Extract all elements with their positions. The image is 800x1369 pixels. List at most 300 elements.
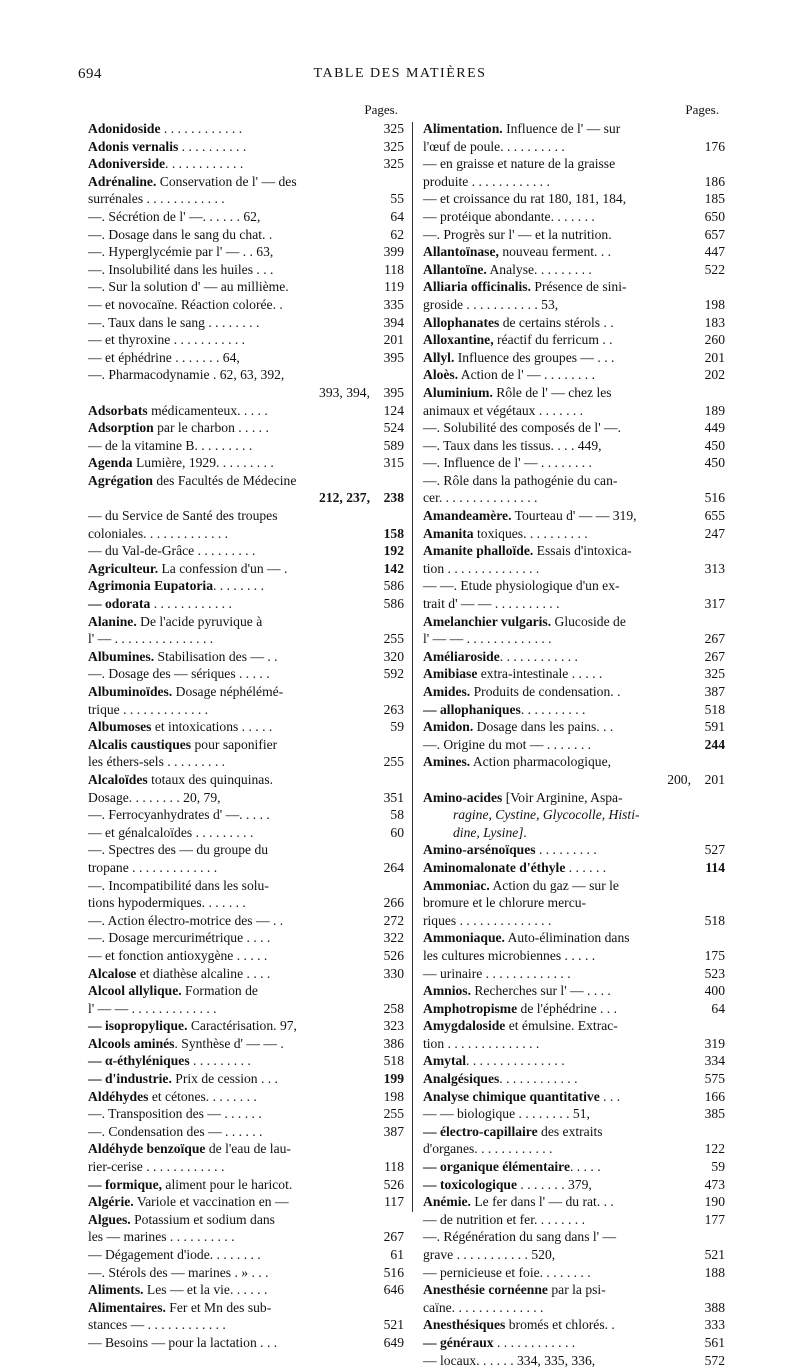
index-headword: — allophaniques [423, 701, 521, 717]
page-reference: 266 [383, 895, 404, 911]
page-reference: 524 [383, 420, 404, 436]
page-reference: 118 [384, 1159, 404, 1175]
index-headword: — formique, [88, 1176, 163, 1192]
index-headword: — odorata [88, 596, 151, 612]
page-reference: 325 [383, 156, 404, 172]
index-entry [423, 701, 725, 719]
index-line [88, 1052, 404, 1070]
page-reference: 60 [390, 824, 404, 840]
index-entry [423, 929, 725, 964]
index-line [423, 1176, 725, 1194]
index-headword: Allyl. [423, 349, 455, 365]
index-text: . . . . . . . 379, [517, 1176, 592, 1192]
index-line [423, 155, 725, 173]
index-text: tion . . . . . . . . . . . . . . [423, 560, 540, 576]
index-line [423, 1000, 725, 1018]
index-line [88, 613, 404, 631]
page-reference: 158 [383, 525, 404, 541]
page-reference: 166 [704, 1088, 725, 1104]
index-text: —. Régénération du sang dans l' — [423, 1229, 617, 1245]
page-reference: 177 [704, 1211, 725, 1227]
page-reference: 199 [383, 1071, 404, 1087]
index-line [88, 1000, 404, 1018]
index-line [423, 841, 725, 859]
index-text: —. Solubilité des composés de l' —. [423, 420, 622, 436]
page-reference: 317 [704, 596, 725, 612]
index-line [423, 701, 725, 719]
index-line [88, 190, 404, 208]
index-text: . . . . . . . . . . . . [165, 156, 244, 172]
index-entry [88, 824, 404, 842]
index-headword: Adsorbats [88, 402, 148, 418]
index-text: —. Progrès sur l' — et la nutrition. [423, 226, 612, 242]
index-line [88, 859, 404, 877]
index-text: trait d' — — . . . . . . . . . . [423, 596, 560, 612]
index-line [88, 1211, 404, 1229]
index-headword: Amino-acides [423, 789, 503, 805]
index-entry [423, 1211, 725, 1229]
page-reference: 450 [704, 455, 725, 471]
index-line [88, 877, 404, 895]
index-line [88, 1281, 404, 1299]
page-reference: 267 [704, 648, 725, 664]
index-entry [88, 1123, 404, 1141]
page-reference: 521 [704, 1247, 725, 1262]
index-text: les — marines . . . . . . . . . . [88, 1229, 235, 1245]
index-line [423, 595, 725, 613]
index-line [423, 560, 725, 578]
index-line [423, 894, 725, 912]
index-entry [88, 243, 404, 261]
left-index-entries [88, 120, 404, 1352]
index-line [88, 208, 404, 226]
index-line [423, 384, 725, 402]
index-entry [88, 419, 404, 437]
index-entry [423, 507, 725, 525]
page-reference: 62 [390, 226, 404, 242]
index-headword: Amines. [423, 754, 471, 770]
index-entry [88, 507, 404, 542]
index-line [423, 824, 725, 842]
index-line [88, 349, 404, 367]
index-line [88, 648, 404, 666]
page-reference: 395 [383, 384, 404, 400]
index-headword: Anesthésie cornéenne [423, 1282, 548, 1298]
index-entry [88, 771, 404, 806]
page-reference: 201 [704, 771, 725, 787]
index-line [423, 349, 725, 367]
page-reference: 325 [383, 138, 404, 154]
page-reference: 320 [383, 648, 404, 664]
index-entry [423, 226, 725, 244]
index-text: . Synthèse d' — — . [174, 1035, 284, 1051]
index-text: trique . . . . . . . . . . . . . [88, 701, 209, 717]
index-line [88, 894, 404, 912]
index-headword: — toxicologique [423, 1176, 518, 1192]
index-line [88, 1316, 404, 1334]
page-reference: 655 [704, 508, 725, 524]
index-text: — Dégagement d'iode. . . . . . . . [88, 1247, 261, 1262]
page-reference: 526 [383, 947, 404, 963]
index-text: —. Incompatibilité dans les solu- [88, 877, 269, 893]
index-line [423, 507, 725, 525]
index-line [88, 806, 404, 824]
page-reference: 400 [704, 983, 725, 999]
index-text: tions hypodermiques. . . . . . . [88, 895, 246, 911]
index-headword: — d'industrie. [88, 1071, 172, 1087]
index-line [423, 314, 725, 332]
index-entry [88, 1140, 404, 1175]
index-line [423, 613, 725, 631]
index-line [423, 489, 725, 507]
index-line [88, 630, 404, 648]
index-text: tropane . . . . . . . . . . . . . [88, 859, 218, 875]
index-line [88, 173, 404, 191]
index-text: Essais d'intoxica- [533, 543, 632, 559]
index-line [423, 472, 725, 490]
index-entry [423, 1088, 725, 1106]
index-entry [423, 1281, 725, 1316]
index-entry [88, 1052, 404, 1070]
index-entry [88, 331, 404, 349]
index-line [423, 1211, 725, 1229]
index-entry [88, 1088, 404, 1106]
index-entry [88, 718, 404, 736]
index-line [423, 877, 725, 895]
index-headword: Alcools aminés [88, 1035, 175, 1051]
index-entry [423, 454, 725, 472]
page-reference: 521 [383, 1317, 404, 1333]
index-entry [423, 542, 725, 577]
index-line [88, 296, 404, 314]
index-text: — du Service de Santé des troupes [88, 508, 278, 524]
page-reference: 575 [704, 1071, 725, 1087]
index-line [88, 1264, 404, 1282]
index-text: —. Dosage dans le sang du chat. . [88, 226, 273, 242]
index-entry [423, 1158, 725, 1176]
index-text: Conservation de l' — des [156, 173, 297, 189]
index-line [423, 1264, 725, 1282]
index-line [423, 331, 725, 349]
index-line [423, 665, 725, 683]
index-headword: — isopropylique. [88, 1018, 188, 1034]
index-headword: Améliaroside [423, 648, 500, 664]
index-entry [88, 912, 404, 930]
index-headword: Amino-arsénoïques [423, 842, 536, 858]
index-line [423, 1228, 725, 1246]
index-entry [88, 648, 404, 666]
index-entry [423, 1052, 725, 1070]
index-entry [423, 366, 725, 384]
index-text: . . . [599, 1088, 621, 1104]
index-entry [423, 1264, 725, 1282]
index-line [88, 560, 404, 578]
index-text: — et thyroxine . . . . . . . . . . . [88, 332, 246, 348]
page-reference: 586 [383, 596, 404, 612]
page-reference: 255 [383, 1106, 404, 1122]
index-text: —. Sur la solution d' — au millième. [88, 279, 289, 295]
right-index-entries [423, 120, 725, 1369]
page-reference: 267 [704, 631, 725, 647]
index-text: toxiques. . . . . . . . . . [473, 525, 588, 541]
page-reference: 59 [711, 1159, 725, 1175]
index-entry [423, 648, 725, 666]
index-entry [423, 1228, 725, 1263]
index-line [423, 1123, 725, 1141]
index-line [88, 419, 404, 437]
index-entry [423, 190, 725, 208]
index-text: — et novocaïne. Réaction colorée. . [88, 296, 283, 312]
index-text: 200, [667, 771, 691, 787]
index-line [423, 736, 725, 754]
index-text: Dosage. . . . . . . . 20, 79, [88, 789, 221, 805]
index-line [88, 472, 404, 490]
page-reference: 183 [704, 314, 725, 330]
index-entry [423, 1000, 725, 1018]
index-line [423, 1334, 725, 1352]
index-entry [88, 806, 404, 824]
page-reference: 267 [383, 1229, 404, 1245]
index-text: surrénales . . . . . . . . . . . . [88, 191, 225, 207]
index-text: — —. Etude physiologique d'un ex- [423, 578, 620, 594]
page-reference: 395 [383, 349, 404, 365]
index-line [88, 384, 404, 402]
index-entry [88, 1017, 404, 1035]
index-text: . . . . . [570, 1159, 601, 1175]
index-line [88, 1017, 404, 1035]
page-reference: 64 [711, 1000, 725, 1016]
page-reference: 351 [383, 789, 404, 805]
index-entry [88, 138, 404, 156]
index-line [88, 736, 404, 754]
index-text: Action de l' — . . . . . . . . [458, 367, 595, 383]
index-line [88, 683, 404, 701]
index-text: de l'éphédrine . . . [517, 1000, 617, 1016]
index-text: — et fonction antioxygène . . . . . [88, 947, 268, 963]
index-line [88, 929, 404, 947]
index-headword: Ammoniac. [423, 877, 490, 893]
page-reference: 447 [704, 244, 725, 260]
index-line [423, 1352, 725, 1369]
page-reference: 198 [704, 296, 725, 312]
index-headword: Analyse chimique quantitative [423, 1088, 600, 1104]
index-line [423, 208, 725, 226]
index-text: Variole et vaccination en — [133, 1194, 289, 1210]
page-reference: 322 [383, 930, 404, 946]
index-line [423, 525, 725, 543]
index-headword: Agenda [88, 455, 133, 471]
page-reference: 64 [390, 208, 404, 224]
index-headword: Alcaloïdes [88, 771, 148, 787]
index-text: — en graisse et nature de la graisse [423, 156, 616, 172]
page-reference: 258 [383, 1000, 404, 1016]
index-line [88, 789, 404, 807]
index-entry [88, 1246, 404, 1264]
index-text: Dosage dans les pains. . . [473, 719, 614, 735]
index-text: — et éphédrine . . . . . . . 64, [88, 349, 240, 365]
index-text: . . . . . . . . . . . . . . . [466, 1053, 565, 1069]
index-line [423, 278, 725, 296]
index-headword: Agriculteur. [88, 560, 159, 576]
index-text: De l'acide pyruvique à [136, 613, 263, 629]
index-text: l'œuf de poule. . . . . . . . . . [423, 138, 565, 154]
index-text: animaux et végétaux . . . . . . . [423, 402, 584, 418]
page-reference: 238 [383, 490, 404, 506]
index-line [88, 1299, 404, 1317]
index-line [423, 912, 725, 930]
index-text: — de la vitamine B. . . . . . . . . [88, 437, 253, 453]
index-line [88, 278, 404, 296]
index-entry [423, 859, 725, 877]
page-reference: 313 [704, 560, 725, 576]
index-headword: Algérie. [88, 1194, 134, 1210]
index-entry [423, 1123, 725, 1158]
page-reference: 394 [383, 314, 404, 330]
index-line [88, 1140, 404, 1158]
index-line [88, 331, 404, 349]
index-entry [88, 1070, 404, 1088]
index-entry [423, 736, 725, 754]
page-reference: 518 [704, 701, 725, 717]
index-line [423, 542, 725, 560]
index-entry [423, 208, 725, 226]
index-text: des extraits [537, 1123, 603, 1139]
index-entry [423, 1017, 725, 1052]
index-text: Présence de sini- [531, 279, 627, 295]
index-headword: Amelanchier vulgaris. [423, 613, 552, 629]
index-text: . . . . . . . . . . [520, 701, 586, 717]
index-line [88, 243, 404, 261]
index-text: Fer et Mn des sub- [165, 1299, 272, 1315]
index-text: Stabilisation des — . . [154, 648, 278, 664]
index-entry [423, 753, 725, 788]
index-text: Les — et la vie. . . . . . [143, 1282, 268, 1298]
index-text: l' — — . . . . . . . . . . . . . [423, 631, 552, 647]
index-text: de certains stérols . . [499, 314, 614, 330]
index-entry [423, 665, 725, 683]
index-text: par le charbon . . . . . [153, 420, 269, 436]
index-entry [88, 437, 404, 455]
index-headword: Albumines. [88, 648, 155, 664]
column-divider [412, 122, 413, 1212]
page-reference: 247 [704, 525, 725, 541]
page-number: 694 [78, 66, 102, 82]
index-text: 393, 394, [319, 384, 370, 400]
index-line [423, 402, 725, 420]
index-entry [88, 120, 404, 138]
index-entry [88, 208, 404, 226]
index-text: de l'eau de lau- [205, 1141, 291, 1157]
index-headword: Adsorption [88, 420, 154, 436]
index-headword: Agrégation [88, 472, 153, 488]
index-line [88, 1158, 404, 1176]
index-entry [423, 1176, 725, 1194]
index-text: —. Rôle dans la pathogénie du can- [423, 472, 618, 488]
index-headword: Aliments. [88, 1282, 144, 1298]
index-entry [423, 613, 725, 648]
page-reference: 473 [704, 1176, 725, 1192]
index-text: et cétones. . . . . . . . [148, 1088, 257, 1104]
index-line [423, 261, 725, 279]
index-text: coloniales. . . . . . . . . . . . . [88, 525, 229, 541]
index-text: Glucoside de [551, 613, 626, 629]
index-line [88, 226, 404, 244]
index-headword: Alliaria officinalis. [423, 279, 531, 295]
index-text: Action du gaz — sur le [489, 877, 619, 893]
index-line [423, 1316, 725, 1334]
index-headword: Agrimonia Eupatoria [88, 578, 213, 594]
page-reference: 450 [704, 437, 725, 453]
index-entry [423, 841, 725, 859]
index-line [423, 1281, 725, 1299]
page-reference: 646 [383, 1282, 404, 1298]
index-line [88, 841, 404, 859]
index-line [423, 454, 725, 472]
index-text: . . . . . . . . . . . . [160, 121, 243, 136]
page-reference: 334 [704, 1053, 725, 1069]
index-text: les cultures microbiennes . . . . . [423, 947, 596, 963]
index-entry [423, 1334, 725, 1352]
page-reference: 330 [383, 965, 404, 981]
index-text: —. Pharmacodynamie . 62, 63, 392, [88, 367, 285, 383]
index-line [423, 243, 725, 261]
index-text: Potassium et sodium dans [130, 1211, 275, 1227]
index-line [88, 261, 404, 279]
index-entry [423, 525, 725, 543]
index-text: — — biologique . . . . . . . . 51, [423, 1106, 590, 1122]
page-reference: 198 [383, 1088, 404, 1104]
index-headword: Adonidoside [88, 121, 161, 136]
pages-heading-left: Pages. [364, 102, 398, 117]
index-text: . . . . . . . . . . . . [493, 1334, 576, 1350]
page-reference: 591 [704, 719, 725, 735]
page-reference: 117 [384, 1194, 404, 1210]
index-headword: Amidon. [423, 719, 474, 735]
index-line [423, 789, 725, 807]
index-line [423, 1088, 725, 1106]
index-text: — du Val-de-Grâce . . . . . . . . . [88, 543, 256, 559]
page-reference: 61 [390, 1247, 404, 1262]
index-text: —. Spectres des — du groupe du [88, 842, 269, 858]
index-headword: Amanite phalloïde. [423, 543, 534, 559]
page-reference: 118 [384, 261, 404, 277]
index-headword: — généraux [423, 1334, 494, 1350]
index-headword: Aminomalonate d'éthyle [423, 859, 566, 875]
index-text: . . . . . . . . . [535, 842, 597, 858]
index-line [88, 1070, 404, 1088]
index-text: . . . . . . . . . . . . [499, 648, 578, 664]
page-reference: 114 [705, 859, 725, 875]
index-text: Influence de l' — sur [502, 121, 621, 136]
page-reference: 264 [383, 859, 404, 875]
index-text: bromés et chlorés. . [505, 1317, 615, 1333]
index-line [88, 437, 404, 455]
index-headword: Amytal [423, 1053, 467, 1069]
index-line [423, 1246, 725, 1264]
page-reference: 325 [383, 121, 404, 136]
page-reference: 55 [390, 191, 404, 207]
index-headword: Aluminium. [423, 384, 493, 400]
index-entry [88, 261, 404, 279]
page-reference: 272 [383, 912, 404, 928]
index-entry [88, 296, 404, 314]
index-line [88, 982, 404, 1000]
index-headword: Amygdaloside [423, 1018, 506, 1034]
index-headword: Alimentaires. [88, 1299, 166, 1315]
index-text: La confession d'un — . [158, 560, 288, 576]
index-line [423, 1158, 725, 1176]
index-text: Produits de condensation. . [470, 684, 621, 699]
